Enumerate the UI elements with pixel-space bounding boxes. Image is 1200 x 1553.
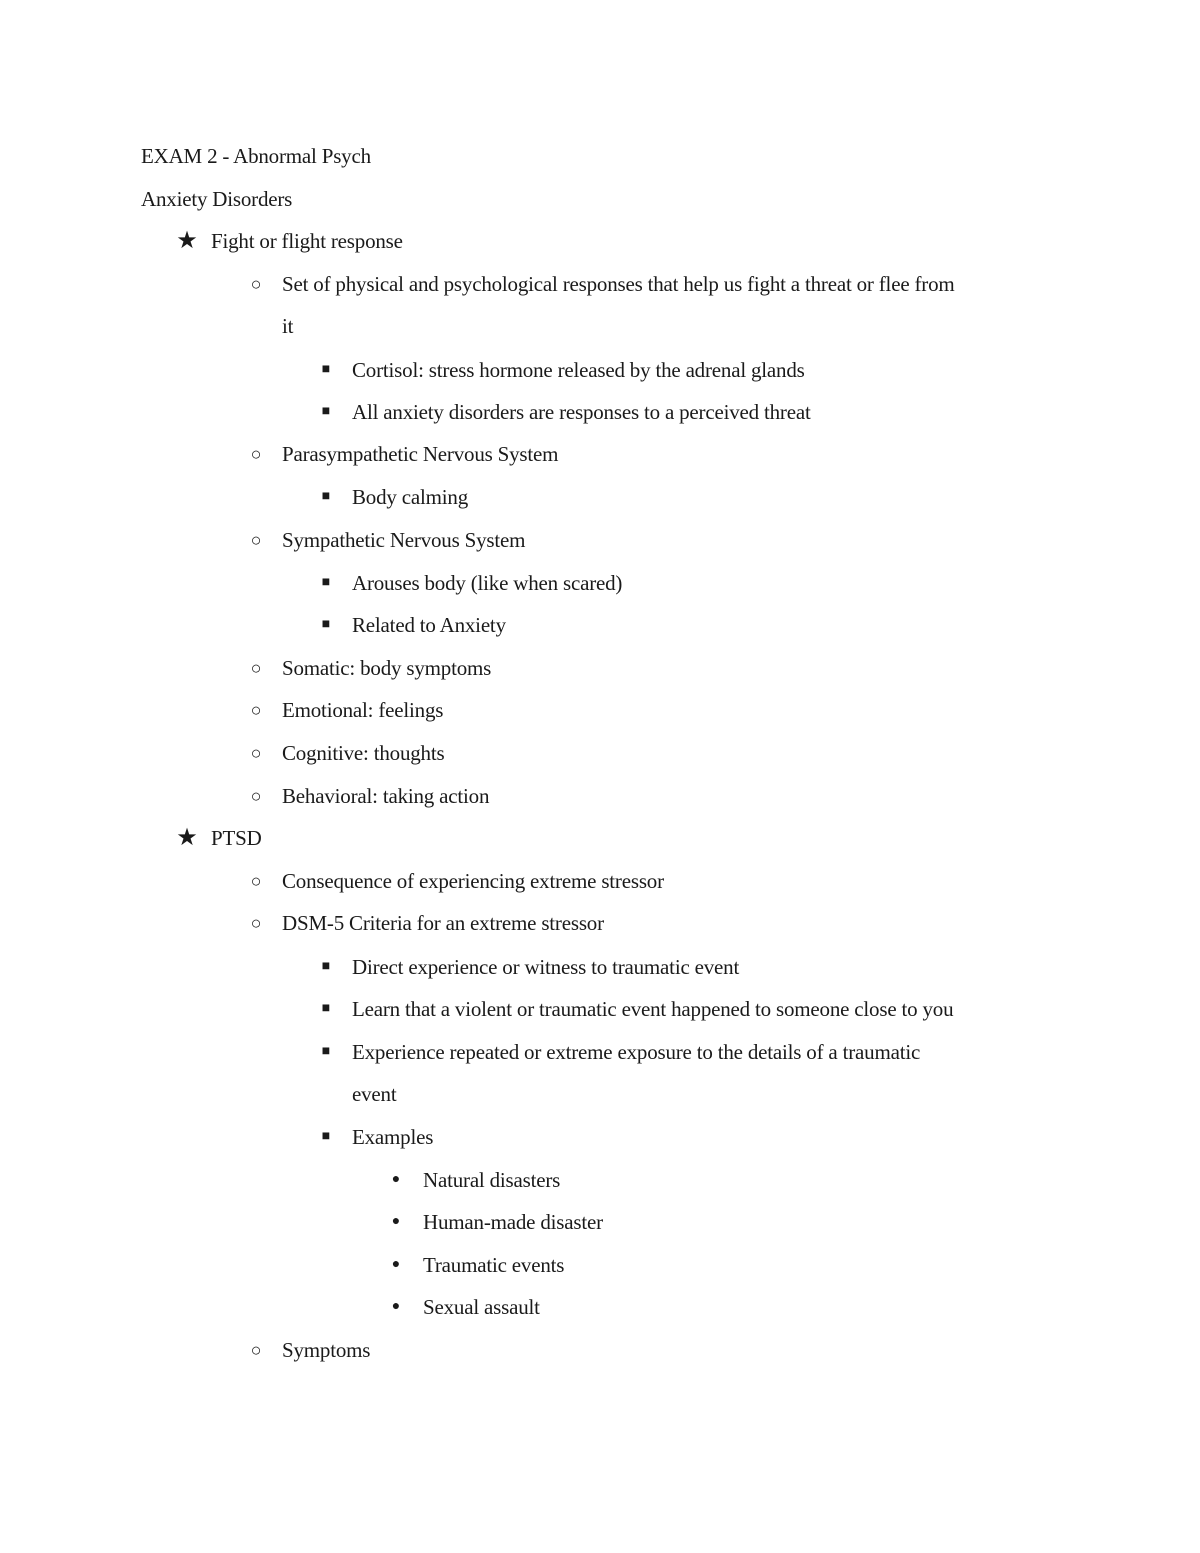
disc-bullet-icon: ● [391, 1214, 401, 1229]
star-bullet-icon: ★ [176, 825, 198, 851]
list-item: Traumatic events [423, 1253, 565, 1277]
disc-bullet-icon: ● [391, 1299, 401, 1314]
square-bullet-icon: ■ [321, 959, 331, 974]
circle-bullet-icon: ○ [250, 913, 262, 933]
circle-bullet-icon: ○ [250, 274, 262, 294]
list-item: Sympathetic Nervous System [282, 528, 526, 552]
circle-bullet-icon: ○ [250, 530, 262, 550]
list-item-continuation: event [352, 1082, 397, 1106]
star-bullet-icon: ★ [176, 228, 198, 254]
circle-bullet-icon: ○ [250, 700, 262, 720]
square-bullet-icon: ■ [321, 362, 331, 377]
list-item: Arouses body (like when scared) [352, 571, 623, 595]
circle-bullet-icon: ○ [250, 743, 262, 763]
list-item: Parasympathetic Nervous System [282, 442, 559, 466]
list-item: PTSD [211, 826, 262, 850]
circle-bullet-icon: ○ [250, 444, 262, 464]
circle-bullet-icon: ○ [250, 1340, 262, 1360]
list-item: Experience repeated or extreme exposure to the details of a traumatic [352, 1040, 921, 1064]
list-item: Direct experience or witness to traumatic event [352, 955, 740, 979]
circle-bullet-icon: ○ [250, 871, 262, 891]
list-item: Cognitive: thoughts [282, 741, 445, 765]
list-item: Cortisol: stress hormone released by the adrenal glands [352, 358, 805, 382]
section-heading: Anxiety Disorders [141, 187, 293, 211]
square-bullet-icon: ■ [321, 1001, 331, 1016]
square-bullet-icon: ■ [321, 1044, 331, 1059]
list-item: Set of physical and psychological responses that help us fight a threat or flee from [282, 272, 955, 296]
list-item: Emotional: feelings [282, 698, 444, 722]
list-item: Body calming [352, 485, 469, 509]
list-item: Fight or flight response [211, 229, 403, 253]
list-item: Examples [352, 1125, 434, 1149]
disc-bullet-icon: ● [391, 1172, 401, 1187]
list-item: Behavioral: taking action [282, 784, 490, 808]
list-item: DSM-5 Criteria for an extreme stressor [282, 911, 604, 935]
square-bullet-icon: ■ [321, 575, 331, 590]
square-bullet-icon: ■ [321, 489, 331, 504]
list-item-continuation: it [282, 314, 294, 338]
list-item: Consequence of experiencing extreme stressor [282, 869, 664, 893]
document-title: EXAM 2 - Abnormal Psych [141, 144, 371, 168]
square-bullet-icon: ■ [321, 1129, 331, 1144]
list-item: Natural disasters [423, 1168, 561, 1192]
list-item: Somatic: body symptoms [282, 656, 492, 680]
circle-bullet-icon: ○ [250, 786, 262, 806]
list-item: Symptoms [282, 1338, 371, 1362]
square-bullet-icon: ■ [321, 404, 331, 419]
list-item: Sexual assault [423, 1295, 540, 1319]
list-item: Related to Anxiety [352, 613, 506, 637]
square-bullet-icon: ■ [321, 617, 331, 632]
circle-bullet-icon: ○ [250, 658, 262, 678]
disc-bullet-icon: ● [391, 1257, 401, 1272]
list-item: Learn that a violent or traumatic event happened to someone close to you [352, 997, 954, 1021]
list-item: Human-made disaster [423, 1210, 603, 1234]
list-item: All anxiety disorders are responses to a perceived threat [352, 400, 811, 424]
